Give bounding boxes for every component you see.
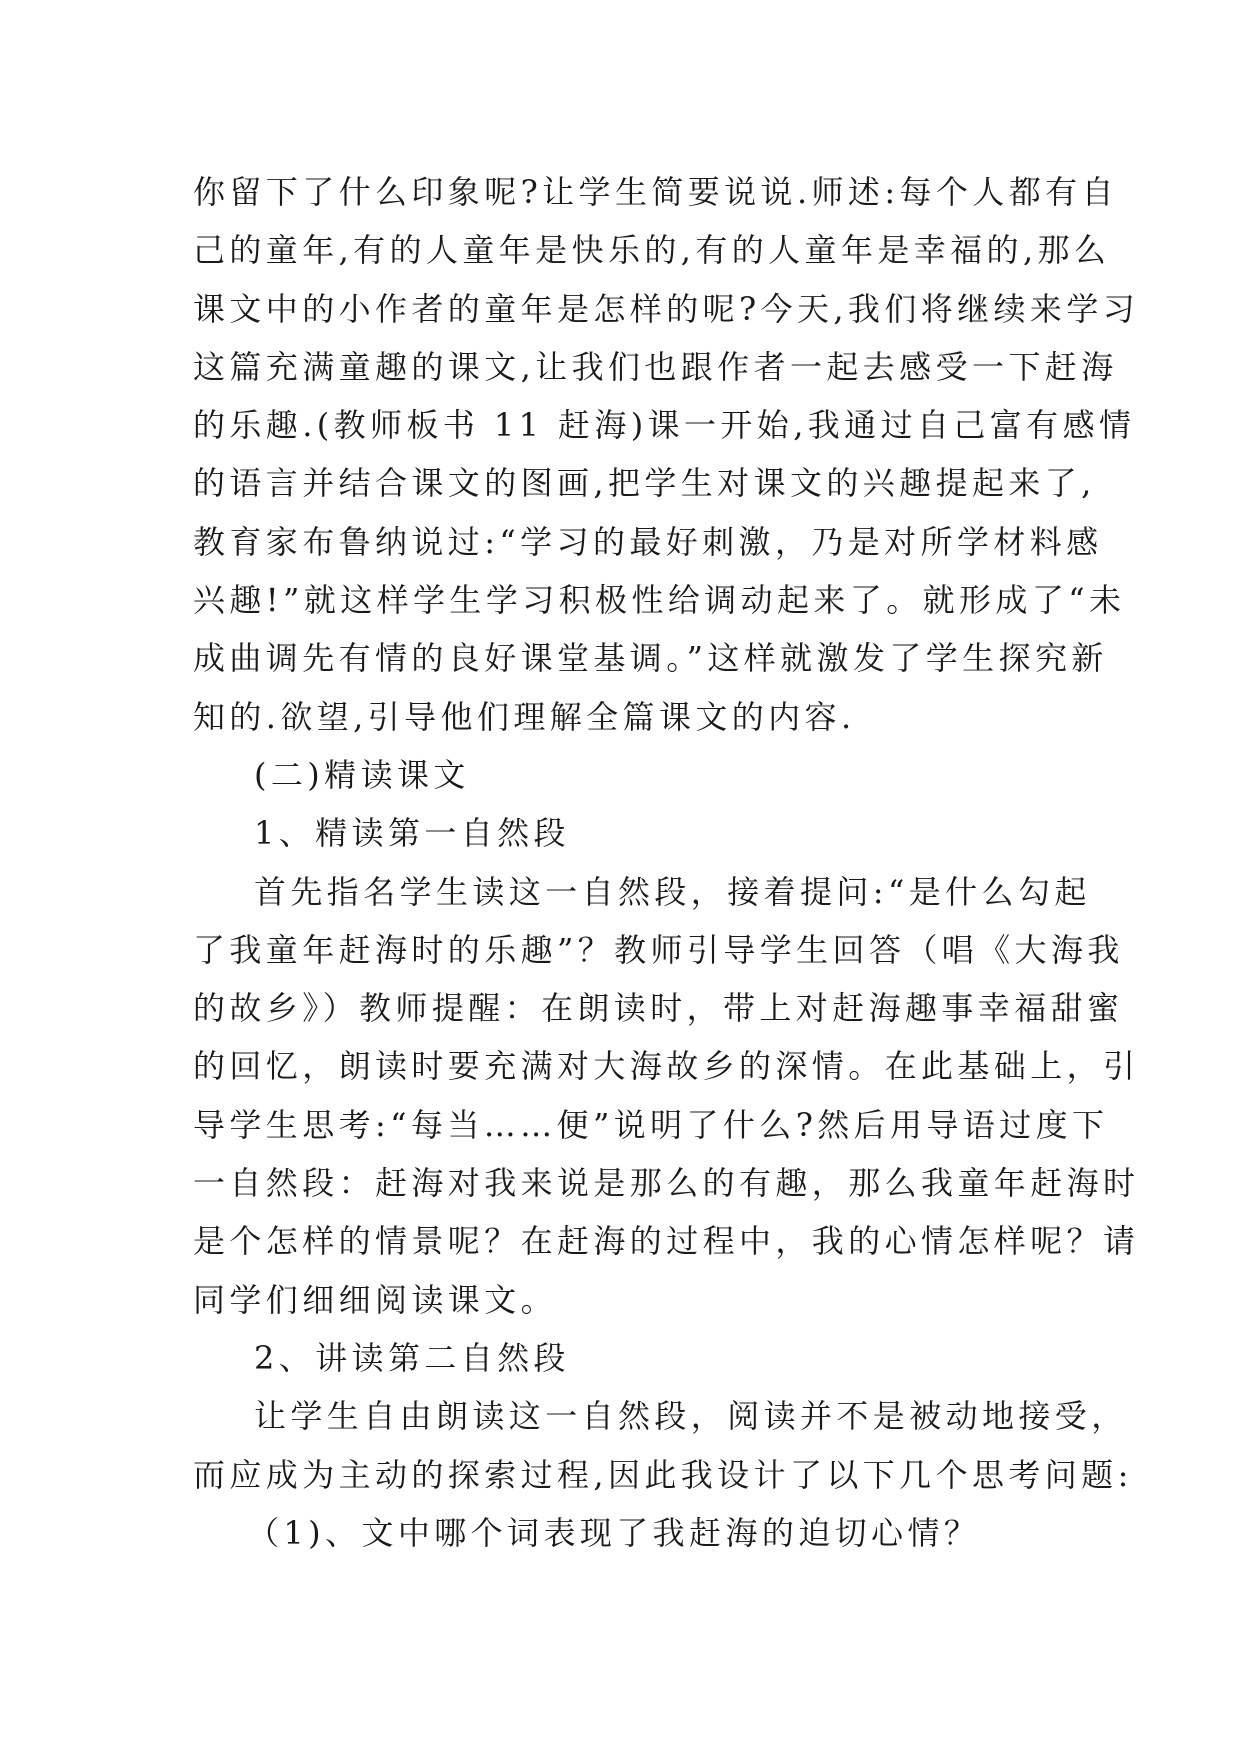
text-line: 己的童年,有的人童年是快乐的,有的人童年是幸福的,那么 [193,231,1111,270]
paragraph-first-line: 首先指名学生读这一自然段，接着提问:“是什么勾起 [254,872,1091,911]
text-line: 课文中的小作者的童年是怎样的呢?今天,我们将继续来学习 [193,289,1140,328]
text-line: 的乐趣.(教师板书 11 赶海)课一开始,我通过自己富有感情 [193,406,1136,445]
document-body [193,163,1140,1562]
paragraph-first-line: 让学生自由朗读这一自然段，阅读并不是被动地接受， [254,1397,1128,1436]
subsection-heading: 1、精读第一自然段 [254,814,570,853]
text-line: 一自然段：赶海对我来说是那么的有趣，那么我童年赶海时 [193,1164,1140,1203]
text-line: 了我童年赶海时的乐趣”？教师引导学生回答（唱《大海我 [193,930,1124,969]
subsection-heading: 2、讲读第二自然段 [254,1338,570,1377]
text-line: 的回忆，朗读时要充满对大海故乡的深情。在此基础上，引 [193,1047,1140,1086]
text-line: 兴趣!”就这样学生学习积极性给调动起来了。就形成了“未 [193,581,1126,620]
text-line: 的故乡》）教师提醒：在朗读时，带上对赶海趣事幸福甜蜜 [193,989,1124,1028]
text-line: 同学们细细阅读课文。 [193,1280,558,1319]
text-line: 而应成为主动的探索过程,因此我设计了以下几个思考问题: [193,1455,1133,1494]
section-heading: (二)精读课文 [254,755,470,794]
text-line: 的语言并结合课文的图画,把学生对课文的兴趣提起来了, [193,464,1096,503]
text-line: 导学生思考:“每当……便”说明了什么?然后用导语过度下 [193,1105,1109,1144]
text-line: 教育家布鲁纳说过:“学习的最好刺激，乃是对所学材料感 [193,522,1103,561]
text-line: 这篇充满童趣的课文,让我们也跟作者一起去感受一下赶海 [193,347,1118,386]
text-line: 你留下了什么印象呢?让学生简要说说.师述:每个人都有自 [193,173,1118,211]
text-line: 成曲调先有情的良好课堂基调。”这样就激发了学生探究新 [193,639,1108,678]
text-line: 是个怎样的情景呢？在赶海的过程中，我的心情怎样呢？请 [193,1222,1140,1261]
question-item: （1)、文中哪个词表现了我赶海的迫切心情？ [247,1513,981,1552]
text-line: 知的.欲望,引导他们理解全篇课文的内容. [193,697,856,736]
